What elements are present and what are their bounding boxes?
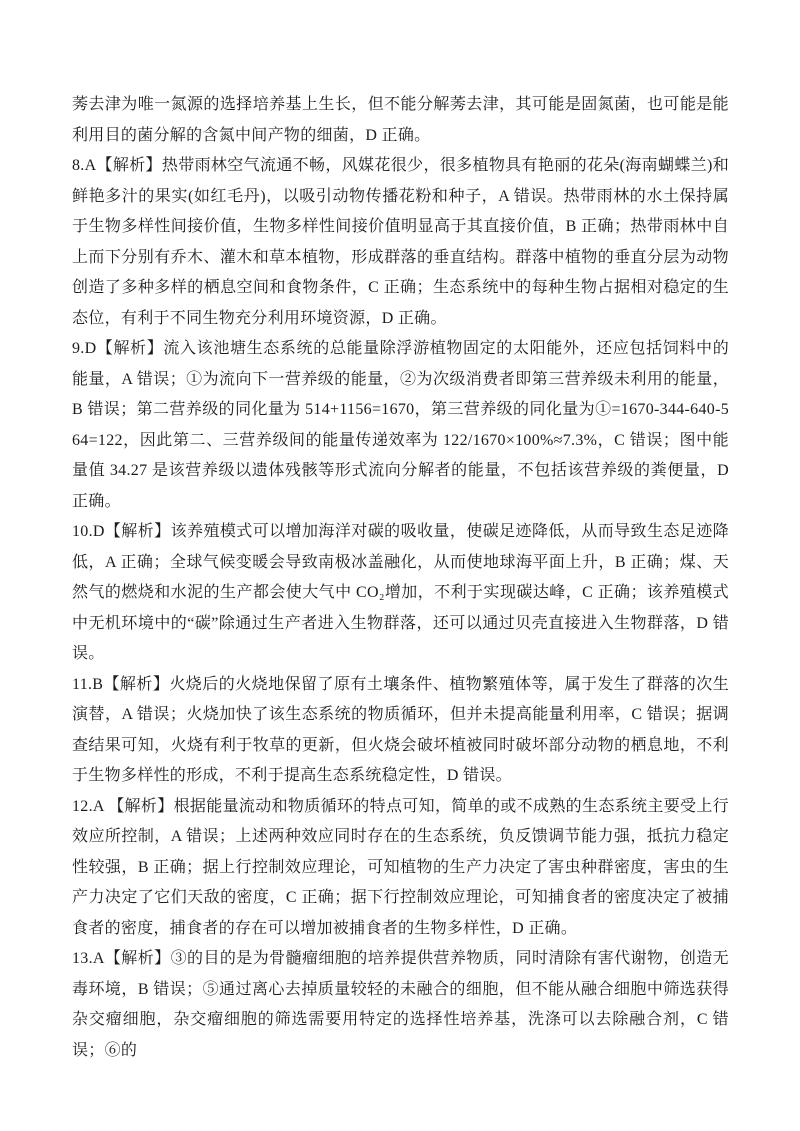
paragraph-q9: [72, 334, 729, 517]
answer-label-q10: 10.D【解析】: [72, 523, 171, 540]
paragraph-q8: [72, 151, 729, 334]
explanation-text-q13: ③的目的是为骨髓瘤细胞的培养提供营养物质，同时清除有害代谢物，创造无毒环境，B 错误；⑤通过离心去掉质量较轻的未融合的细胞，但不能从融合细胞中筛选获得杂交瘤细胞，杂交瘤细胞的筛选需要用特定的选择性培养基，洗涤可以去除融合剂，C 错误；⑥的: [72, 950, 729, 1059]
paragraph-q12: [72, 792, 729, 945]
answer-label-q11: 11.B【解析】: [72, 675, 170, 693]
explanation-text-q11: 火烧后的火烧地保留了原有土壤条件、植物繁殖体等，属于发生了群落的次生演替，A 错误；火烧加快了该生态系统的物质循环，但并未提高能量利用率，C 错误；据调查结果可知，火烧有利于牧草的更新，但火烧会破坏植被同时破坏部分动物的栖息地，不利于生物多样性的形成，不利于提高生态系统稳定性，D 错误。: [72, 675, 729, 784]
explanation-text: 莠去津为唯一氮源的选择培养基上生长，但不能分解莠去津，其可能是固氮菌，也可能是能利用目的菌分解的含氮中间产物的细菌，D 正确。: [72, 96, 729, 144]
explanation-text-q8: 热带雨林空气流通不畅，风媒花很少，很多植物具有艳丽的花朵(海南蝴蝶兰)和鲜艳多汁的果实(如红毛丹)，以吸引动物传播花粉和种子，A 错误。热带雨林的水土保持属于生物多样性间接价值，生物多样性间接价值明显高于其直接价值，B 正确；热带雨林中自上而下分别有乔木、灌木和草本植物，形成群落的垂直结构。群落中植物的垂直分层为动物创造了多种多样的栖息空间和食物条件，C 正确；生态系统中的每种生物占据相对稳定的生态位，有利于不同生物充分利用环境资源，D 正确。: [72, 157, 729, 327]
paragraph-q10: [72, 517, 729, 670]
answer-label-q12: 12.A 【解析】: [72, 797, 174, 815]
explanation-text-q12: 根据能量流动和物质循环的特点可知，简单的或不成熟的生态系统主要受上行效应所控制，A 错误；上述两种效应同时存在的生态系统，负反馈调节能力强，抵抗力稳定性较强，B 正确；据上行控制效应理论，可知植物的生产力决定了害虫种群密度，害虫的生产力决定了它们天敌的密度，C 正确；据下行控制效应理论，可知捕食者的密度决定了被捕食者的密度，捕食者的存在可以增加被捕食者的生物多样性，D 正确。: [72, 797, 729, 937]
answer-label-q9: 9.D【解析】: [72, 340, 164, 357]
paragraph-q7-continuation: [72, 90, 729, 151]
answer-label-q8: 8.A【解析】: [72, 157, 162, 174]
explanation-text-q10: 该养殖模式可以增加海洋对碳的吸收量，使碳足迹降低，从而导致生态足迹降低，A 正确；全球气候变暖会导致南极冰盖融化，从而使地球海平面上升，B 正确；煤、天然气的燃烧和水泥的生产都会使大气中 CO₂增加，不利于实现碳达峰，C 正确；该养殖模式中无机环境中的“碳”除通过生产者进入生物群落，还可以通过贝壳直接进入生物群落，D 错误。: [72, 523, 729, 662]
answer-label-q13: 13.A【解析】: [72, 950, 171, 967]
paragraph-q13: [72, 944, 729, 1066]
explanation-text-q9: 流入该池塘生态系统的总能量除浮游植物固定的太阳能外，还应包括饲料中的能量，A 错误；①为流向下一营养级的能量，②为次级消费者即第三营养级未利用的能量，B 错误；第二营养级的同化量为 514+1156=1670，第三营养级的同化量为①=1670-344-640-564=122，因此第二、三营养级间的能量传递效率为 122/1670×100%≈7.3%，C 错误；图中能量值 34.27 是该营养级以遗体残骸等形式流向分解者的能量，不包括该营养级的粪便量，D 正确。: [72, 340, 730, 510]
paragraph-q11: [72, 670, 729, 792]
